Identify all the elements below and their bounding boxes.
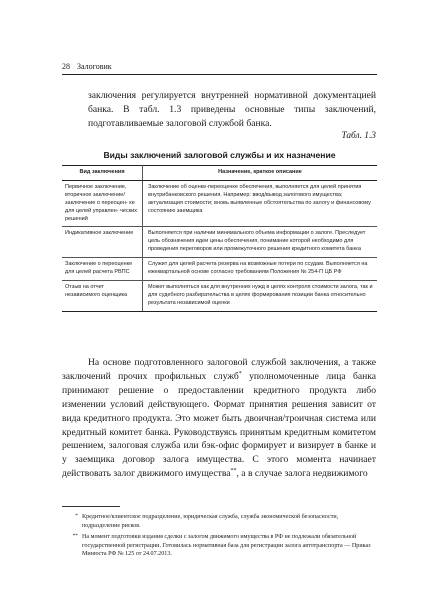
table-row [62,280,377,311]
running-title: Залоговик [77,62,112,71]
conclusion-type-cell: Отзыв на отчет независимого оценщика [62,280,143,311]
footnotes [62,513,376,562]
table-row [62,227,377,258]
header-rule [62,74,377,75]
conclusion-description-cell: Может выполняться как для внутренних нужд в целях контроля стоимости залога, так и для судебного разбирательства в целях формирования позиции банка относительно результата независимой оценки [143,280,378,311]
footnote [62,513,376,530]
footnote-text: На момент подготовки издания сделки с залогом движимого имущества в РФ не подлежали обязательной государственной регистрации. Готовилась нормативная база для регистрации залога автотранспорта — Приказ Минюста РФ № 125 от 24.07.2013. [82,534,371,558]
column-header: Назначение, краткое описание [143,166,378,181]
table-row [62,180,377,227]
main-paragraph [62,356,376,481]
main-paragraph-text-3: , а в случае залога недвижимого [236,468,368,480]
footnote-rule [62,506,120,507]
table-row [62,258,377,281]
column-header: Вид заключения [62,166,143,181]
footnote-text: Кредитное/клиентское подразделение, юридическая служба, служба экономической безопасности, подразделение рисков. [82,514,339,529]
footnote-mark: ** [72,533,78,540]
footnote [62,533,376,559]
footnote-mark: * [75,513,78,519]
page-number: 28 [62,62,70,71]
main-paragraph-text-2: уполномоченные лица банка принимают решение о предоставлении кредитного продукта либо изменении условий действующего. Формат принятия решения зависит от вида кредитного продукта. Это может быть двоичная/троичная система или кредитный комитет банка. Руководствуясь принятым кредитным комитетом решением, залоговая служба или бэк-офис формирует и визирует в банке и у заемщика договор залога имущества. С этого момента начинает действовать залог движимого имущества [62,370,376,480]
footnote-reference-1: * [238,370,242,377]
table-title: Виды заключений залоговой службы и их назначение [103,150,336,160]
intro-paragraph: заключения регулируется внутренней нормативной документацией банка. В табл. 1.3 приведены основные типы заключений, подготавливаемые залоговой службой банка. [88,90,376,130]
footnote-reference-2: ** [230,468,237,475]
conclusion-type-cell: Заключение о переоценке для целей расчета РВПС [62,258,143,281]
conclusion-description-cell: Выполняется при наличии минимального объема информации о залоге. Преследует цель обозначения идеи цены обеспечения, понимание которой необходимо для проведения переговоров или промежуточного решения кредитного комитета банка [143,227,378,258]
conclusion-description-cell: Заключение об оценке-переоценке обеспечения, выполняется для целей принятия внутрибанковского решения. Например: ввод/вывод залогового имущества; актуализация стоимости; вновь выявленные обстоятельства по залогу и финансовому состоянию заемщика [143,180,378,227]
table-number: Табл. 1.3 [341,131,376,141]
table-header-row [62,166,377,181]
running-header [62,62,112,71]
conclusion-type-cell: Первичное заключение, вторичное заключение/ заключение о переоцен- ке для целей управлен- ческих решений [62,180,143,227]
conclusion-description-cell: Служит для целей расчета резерва на возможные потери по ссудам. Выполняется на ежеквартальной основе согласно требованиям Положения № 254-П ЦБ РФ [143,258,378,281]
main-paragraph-text-1: На основе подготовленного залоговой службой заключения, а также заключений прочих профильных служб [62,357,376,382]
conclusion-type-cell: Индикативное заключение [62,227,143,258]
conclusions-table [62,165,377,312]
